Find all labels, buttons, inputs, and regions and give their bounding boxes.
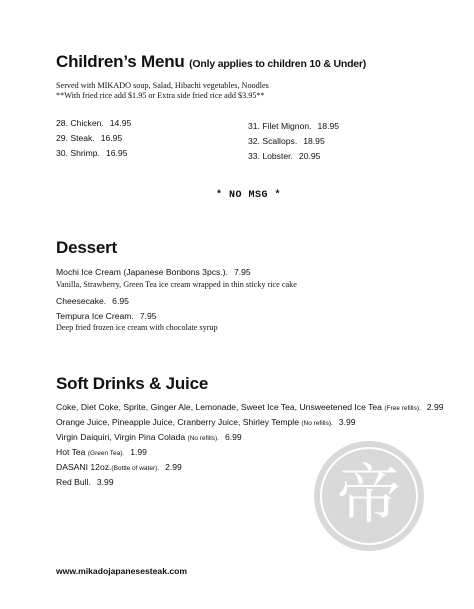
menu-item-description: Vanilla, Strawberry, Green Tea ice cream wrapped in thin sticky rice cake (56, 280, 297, 289)
menu-item-price: 16.95 (105, 148, 128, 158)
menu-item-name: Red Bull. (56, 477, 91, 487)
menu-item-price: 7.95 (139, 311, 157, 321)
menu-item-price: 7.95 (233, 267, 251, 277)
menu-item-price: 20.95 (298, 151, 321, 161)
menu-item-name: Virgin Daiquiri, Virgin Pina Colada (56, 432, 186, 442)
childrens-menu-age-note: (Only applies to children 10 & Under) (189, 58, 367, 70)
menu-item-description: Deep fried frozen ice cream with chocolate syrup (56, 323, 218, 332)
menu-item-price: 18.95 (317, 121, 340, 131)
menu-item (56, 432, 242, 442)
menu-item-price: 16.95 (100, 133, 123, 143)
website-url: www.mikadojapanesesteak.com (56, 566, 188, 576)
menu-item (56, 267, 251, 277)
menu-item-name: Hot Tea (56, 447, 86, 457)
menu-item-name: Mochi Ice Cream (Japanese Bonbons 3pcs.). (56, 267, 228, 277)
menu-item-note: (No refills). (301, 420, 333, 427)
menu-item-price: 3.99 (338, 417, 356, 427)
seal-kanji: 帝 (337, 459, 401, 533)
menu-item (56, 148, 127, 158)
menu-item-name: Orange Juice, Pineapple Juice, Cranberry Juice, Shirley Temple (56, 417, 299, 427)
menu-item (56, 477, 114, 487)
menu-item (56, 296, 129, 306)
menu-item (248, 151, 320, 161)
dessert-heading: Dessert (56, 238, 117, 257)
childrens-menu-title: Children’s Menu (56, 52, 185, 71)
menu-item (248, 136, 325, 146)
menu-item (56, 417, 356, 427)
menu-item-name: 30. Shrimp. (56, 148, 100, 158)
menu-item-note: (Free refills). (384, 405, 421, 412)
menu-item-price: 6.99 (224, 432, 242, 442)
menu-item-name: 28. Chicken. (56, 118, 104, 128)
menu-item-name: 29. Steak. (56, 133, 95, 143)
childrens-fried-rice-note: **With fried rice add $1.95 or Extra side fried rice add $3.95** (56, 91, 265, 100)
menu-item-price: 18.95 (303, 136, 325, 146)
childrens-served-with: Served with MIKADO soup, Salad, Hibachi vegetables, Noodles (56, 81, 269, 90)
menu-item (56, 133, 122, 143)
menu-item-note: (No refills). (187, 435, 219, 442)
no-msg-label: * NO MSG * (216, 190, 282, 201)
menu-item-note: (Green Tea). (87, 450, 125, 457)
childrens-menu-heading (56, 52, 366, 72)
menu-item-price: 6.95 (112, 296, 129, 306)
menu-item (56, 402, 444, 412)
menu-item-name: DASANI 12oz. (56, 462, 112, 472)
menu-item-price: 3.99 (96, 477, 114, 487)
menu-item-name: Coke, Diet Coke, Sprite, Ginger Ale, Lemonade, Sweet Ice Tea, Unsweetened Ice Tea (56, 402, 382, 412)
menu-item (56, 118, 131, 128)
menu-item-price: 2.99 (426, 402, 444, 412)
menu-item-note: (Bottle of water). (111, 465, 160, 472)
menu-item (56, 311, 157, 321)
menu-item-price: 1.99 (130, 447, 147, 457)
menu-item-price: 2.99 (165, 462, 182, 472)
menu-item-price: 14.95 (109, 118, 132, 128)
menu-item (56, 447, 147, 457)
menu-item-name: Tempura Ice Cream. (56, 311, 134, 321)
menu-item (56, 462, 182, 472)
menu-item-name: 31. Filet Mignon. (248, 121, 312, 131)
menu-item-name: 32. Scallops. (248, 136, 298, 146)
menu-item-name: 33. Lobster. (248, 151, 293, 161)
menu-item (248, 121, 339, 131)
soft-drinks-heading: Soft Drinks & Juice (56, 374, 209, 393)
mikado-seal-logo (314, 441, 424, 551)
menu-item-name: Cheesecake. (56, 296, 107, 306)
